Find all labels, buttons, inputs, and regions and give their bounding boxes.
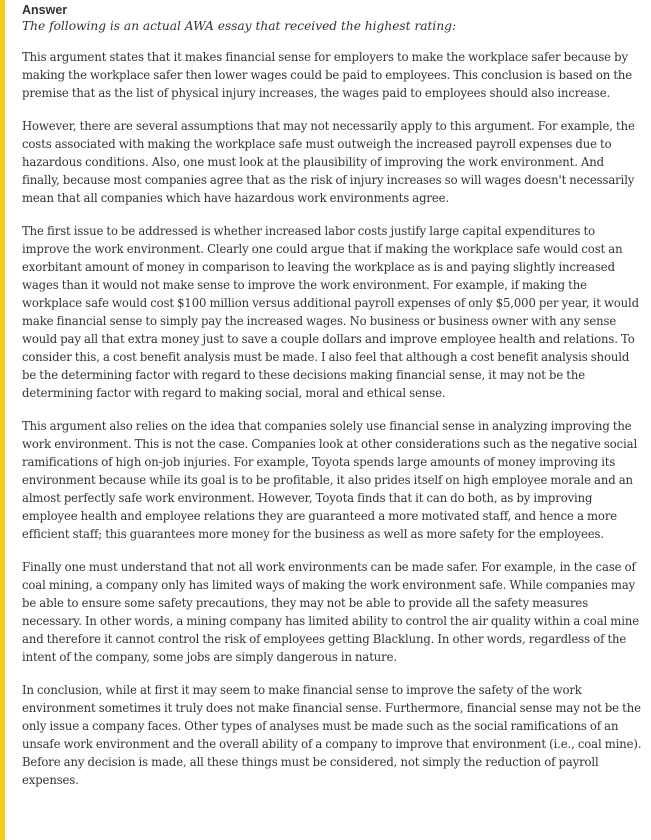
essay-paragraph-1: This argument states that it makes financial sense for employers to make the workplace safer because by making the workplace safer then lower wages could be paid to employees. This conclusion is based on the premise that as the list of physical injury increases, the wages paid to employees should also increase. xyxy=(22,50,633,100)
essay-paragraph-2: However, there are several assumptions that may not necessarily apply to this argument. For example, the costs associated with making the workplace safe must outweigh the increased payroll expenses due to hazardous conditions. Also, one must look at the plausibility of improving the work environment. And finally, because most companies agree that as the risk of injury increases so will wages doesn't necessarily mean that all companies which have hazardous work environments agree. xyxy=(22,119,635,205)
answer-heading: Answer xyxy=(22,3,68,17)
essay-paragraph-4: This argument also relies on the idea that companies solely use financial sense in analyzing improving the work environment. This is not the case. Companies look at other considerations such as the negative social ramifications of high on-job injuries. For example, Toyota spends large amounts of money improving its environment because while its goal is to be profitable, it also prides itself on high employee morale and an almost perfectly safe work environment. However, Toyota finds that it can do both, as by improving employee health and employee relations they are guaranteed a more motivated staff, and hence a more efficient staff; this guarantees more money for the business as well as more safety for the employees. xyxy=(22,419,638,541)
essay-paragraph-5: Finally one must understand that not all work environments can be made safer. For example, in the case of coal mining, a company only has limited ways of making the work environment safe. While companies may be able to ensure some safety precautions, they may not be able to provide all the safety measures necessary. In other words, a mining company has limited ability to control the air quality within a coal mine and therefore it cannot control the risk of employees getting Blacklung. In other words, regardless of the intent of the company, some jobs are simply dangerous in nature. xyxy=(22,560,639,664)
essay-paragraph-3: The first issue to be addressed is whether increased labor costs justify large capital expenditures to improve the work environment. Clearly one could argue that if making the workplace safe would cost an exorbitant amount of money in comparison to leaving the workplace as is and paying slightly increased wages than it would not make sense to improve the work environment. For example, if making the workplace safe would cost $100 million versus additional payroll expenses of only $5,000 per year, it would make financial sense to simply pay the increased wages. No business or business owner with any sense would pay all that extra money just to save a couple dollars and improve employee health and relations. To consider this, a cost benefit analysis must be made. I also feel that although a cost benefit analysis should be the determining factor with regard to these decisions making financial sense, it may not be the determining factor with regard to making social, moral and ethical sense. xyxy=(22,224,639,400)
essay-intro: The following is an actual AWA essay that received the highest rating: xyxy=(22,19,457,33)
essay-paragraph-6: In conclusion, while at first it may seem to make financial sense to improve the safety of the work environment sometimes it truly does not make financial sense. Furthermore, financial sense may not be the only issue a company faces. Other types of analyses must be made such as the social ramifications of an unsafe work environment and the overall ability of a company to improve that environment (i.e., coal mine). Before any decision is made, all these things must be considered, not simply the reduction of payroll expenses. xyxy=(22,683,642,787)
